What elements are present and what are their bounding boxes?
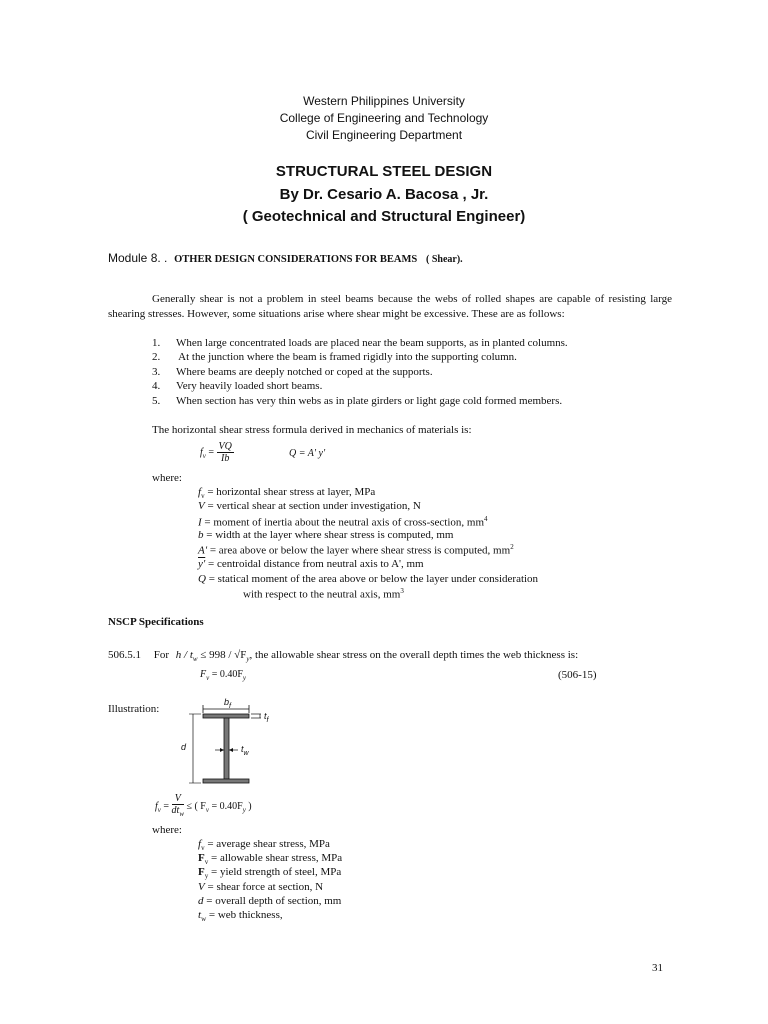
tw-label: $t_w$ xyxy=(241,744,249,757)
college-name: College of Engineering and Technology xyxy=(279,111,489,125)
definition-item: I = moment of inertia about the neutral axis of cross-section, $mm^4$ xyxy=(198,515,488,529)
spec-clause: 506.5.1 For $h / t_w \le 998 / √F_y$, the allowable shear stress on the overall depth times the web thickness is: xyxy=(108,649,579,664)
university-name: Western Philippines University xyxy=(303,94,465,108)
definition-item: $F_v$ = allowable shear stress, MPa xyxy=(198,852,343,867)
page-number: 31 xyxy=(652,962,663,974)
module-heading xyxy=(108,251,463,265)
tf-label: $t_f$ xyxy=(264,711,269,724)
definition-item: A' = area above or below the layer where shear stress is computed, $mm^2$ xyxy=(198,543,514,557)
where-label: where: xyxy=(152,472,182,484)
definition-item: Q = statical moment of the area above or below the layer under consideration xyxy=(198,573,539,585)
author-line: By Dr. Cesario A. Bacosa , Jr. xyxy=(279,186,489,203)
formula-fraction: $\frac{V}{dt_w}$ xyxy=(171,793,184,818)
definition-item: $F_y$ = yield strength of steel, MPa xyxy=(198,866,342,881)
average-shear-formula: $f_v$ = $\frac{V}{dt_w}$ ≤ ( $F_v = 0.40F_y$ ) xyxy=(155,793,252,818)
bottom-flange xyxy=(203,779,249,783)
where-label-2: where: xyxy=(152,824,182,836)
list-item: 3. Where beams are deeply notched or coped at the supports. xyxy=(152,366,433,378)
department-name: Civil Engineering Department xyxy=(305,128,463,142)
formula-intro: The horizontal shear stress formula derived in mechanics of materials is: xyxy=(152,424,472,436)
web xyxy=(224,718,229,779)
definition-item: V = shear force at section, N xyxy=(198,881,324,893)
statical-moment-formula: Q = A' y' xyxy=(289,448,326,459)
list-item: 2. At the junction where the beam is framed rigidly into the supporting column. xyxy=(152,351,517,363)
bf-label: $b_f$ xyxy=(224,697,231,710)
module-subtitle: ( Shear). xyxy=(425,254,463,265)
top-flange xyxy=(203,714,249,718)
definition-item: $t_w$ = web thickness, xyxy=(198,909,283,924)
d-label: d xyxy=(181,742,187,752)
module-label: Module 8. . xyxy=(108,251,168,265)
intro-paragraph: Generally shear is not a problem in steel beams because the webs of rolled shapes are capable of resisting large shearing stresses. However, some situations arise where shear might be excessive. These are as follows: xyxy=(108,293,672,320)
definition-continuation: with respect to the neutral axis, $mm^3$ xyxy=(243,587,404,601)
illustration-label: Illustration: xyxy=(108,703,160,715)
definition-item: $f_v$ = horizontal shear stress at layer, MPa xyxy=(198,486,376,501)
shear-stress-formula: $f_v$ = $\frac{VQ}{Ib}$ xyxy=(200,441,232,464)
definition-item: d = overall depth of section, mm xyxy=(198,895,342,907)
definition-item: V = vertical shear at section under investigation, N xyxy=(198,500,421,512)
document-title: STRUCTURAL STEEL DESIGN xyxy=(275,163,493,180)
definition-item: y' = centroidal distance from neutral axis to A', mm xyxy=(198,558,424,570)
nscp-heading: NSCP Specifications xyxy=(108,616,204,628)
module-title: OTHER DESIGN CONSIDERATIONS FOR BEAMS xyxy=(174,254,418,265)
author-role: ( Geotechnical and Structural Engineer) xyxy=(242,208,526,225)
allowable-shear-formula: $F_v = 0.40F_y$ xyxy=(200,669,247,682)
definition-item: b = width at the layer where shear stress is computed, mm xyxy=(198,529,454,541)
list-item: 5. When section has very thin webs as in plate girders or light gage cold formed members. xyxy=(152,395,563,407)
list-item: 1. When large concentrated loads are placed near the beam supports, as in planted columns. xyxy=(152,337,568,349)
list-item: 4. Very heavily loaded short beams. xyxy=(152,380,323,392)
definition-item: $f_v$ = average shear stress, MPa xyxy=(198,838,330,853)
formula-fraction: $\frac{VQ}{Ib}$ xyxy=(218,441,232,464)
equation-number: (506-15) xyxy=(558,669,597,681)
